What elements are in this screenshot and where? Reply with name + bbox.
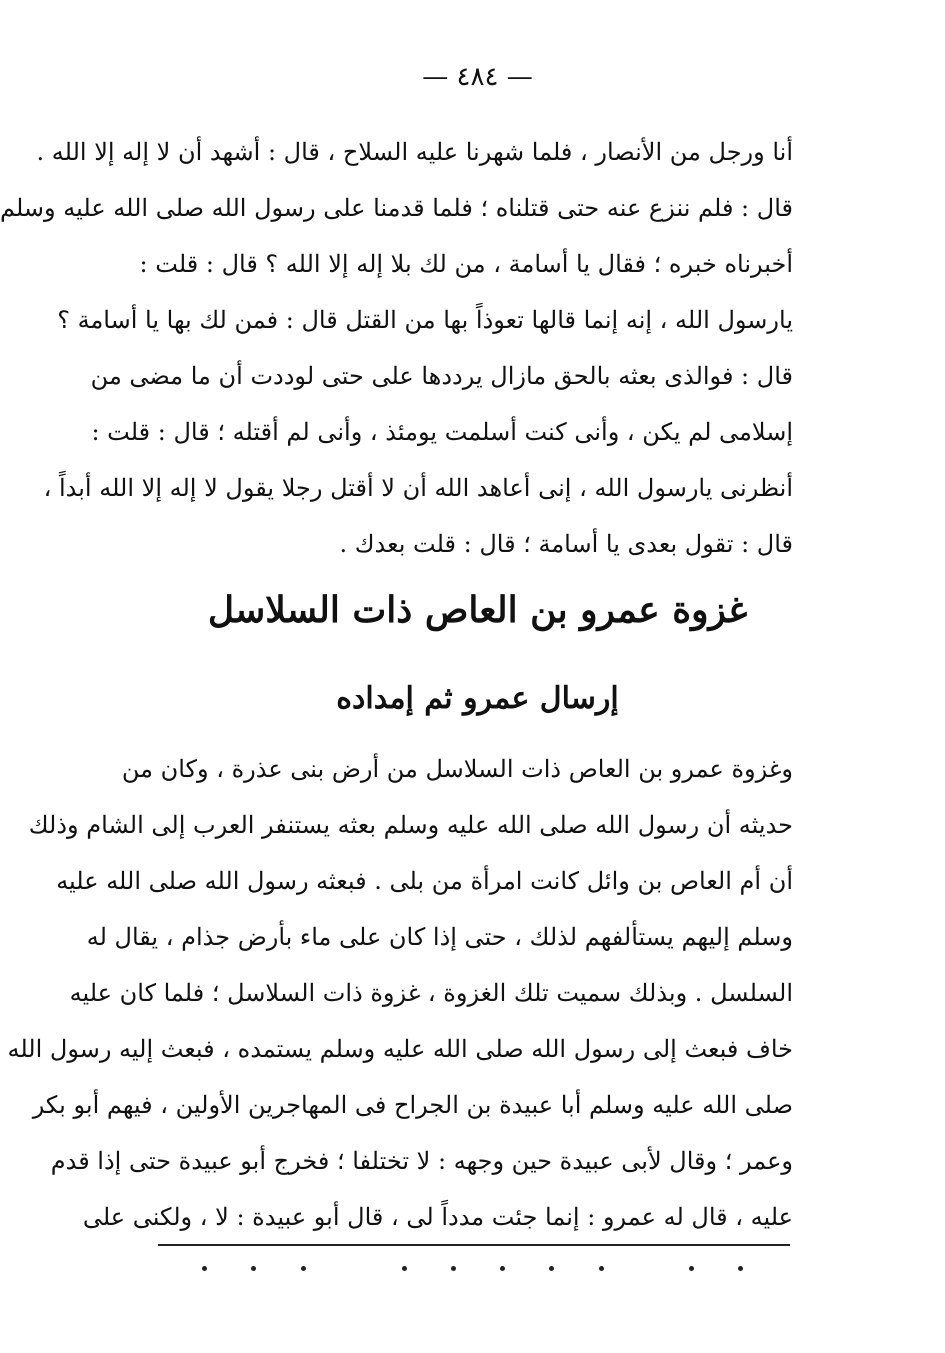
- footer-dot: [549, 1266, 554, 1271]
- text-line: السلسل . وبذلك سميت تلك الغزوة ، غزوة ذات السلاسل ؛ فلما كان عليه: [69, 979, 793, 1007]
- footer-dot: [251, 1266, 256, 1271]
- text-line: صلى الله عليه وسلم أبا عبيدة بن الجراح فى المهاجرين الأولين ، فيهم أبو بكر: [32, 1091, 793, 1119]
- text-line: خاف فبعث إلى رسول الله صلى الله عليه وسلم يستمده ، فبعث إليه رسول الله: [7, 1035, 793, 1063]
- footer-dot: [738, 1266, 743, 1271]
- text-line: حديثه أن رسول الله صلى الله عليه وسلم بعثه يستنفر العرب إلى الشام وذلك: [28, 811, 793, 839]
- text-line: عليه ، قال له عمرو : إنما جئت مدداً لى ، قال أبو عبيدة : لا ، ولكنى على: [82, 1203, 793, 1231]
- page-number: — ٤٨٤ —: [422, 62, 533, 92]
- footer-dot: [500, 1266, 505, 1271]
- text-line: قال : تقول بعدى يا أسامة ؛ قال : قلت بعدك .: [339, 530, 793, 558]
- text-line: قال : فلم ننزع عنه حتى قتلناه ؛ فلما قدمنا على رسول الله صلى الله عليه وسلم: [0, 194, 793, 222]
- text-line: وعمر ؛ وقال لأبى عبيدة حين وجهه : لا تختلفا ؛ فخرج أبو عبيدة حتى إذا قدم: [50, 1147, 793, 1175]
- text-line: قال : فوالذى بعثه بالحق مازال يرددها على حتى لوددت أن ما مضى من: [90, 362, 793, 390]
- text-line: أنا ورجل من الأنصار ، فلما شهرنا عليه السلاح ، قال : أشهد أن لا إله إلا الله .: [36, 138, 793, 166]
- paragraph-1: [0, 124, 793, 572]
- footer-dot: [599, 1266, 604, 1271]
- text-line: أخبرناه خبره ؛ فقال يا أسامة ، من لك بلا إله إلا الله ؟ قال : قلت :: [139, 250, 793, 278]
- section-subtitle: إرسال عمرو ثم إمداده: [336, 681, 619, 716]
- footnote-divider: [158, 1244, 790, 1246]
- text-line: وغزوة عمرو بن العاص ذات السلاسل من أرض بنى عذرة ، وكان من: [121, 755, 793, 783]
- footer-dot: [402, 1266, 407, 1271]
- text-line: وسلم إليهم يستألفهم لذلك ، حتى إذا كان على ماء بأرض جذام ، يقال له: [86, 923, 793, 951]
- footer-dot-row: [158, 1258, 790, 1282]
- paragraph-2: [7, 741, 793, 1245]
- footer-dot: [202, 1266, 207, 1271]
- text-line: أن أم العاص بن وائل كانت امرأة من بلى . فبعثه رسول الله صلى الله عليه: [56, 867, 793, 895]
- footer-dot: [451, 1266, 456, 1271]
- text-line: يارسول الله ، إنه إنما قالها تعوذاً بها من القتل قال : فمن لك بها يا أسامة ؟: [57, 306, 793, 334]
- footer-dot: [689, 1266, 694, 1271]
- footer-dot: [301, 1266, 306, 1271]
- section-title: غزوة عمرو بن العاص ذات السلاسل: [207, 589, 748, 631]
- text-line: إسلامى لم يكن ، وأنى كنت أسلمت يومئذ ، وأنى لم أقتله ؛ قال : قلت :: [91, 418, 793, 446]
- text-line: أنظرنى يارسول الله ، إنى أعاهد الله أن لا أقتل رجلا يقول لا إله إلا الله أبداً ،: [43, 474, 793, 502]
